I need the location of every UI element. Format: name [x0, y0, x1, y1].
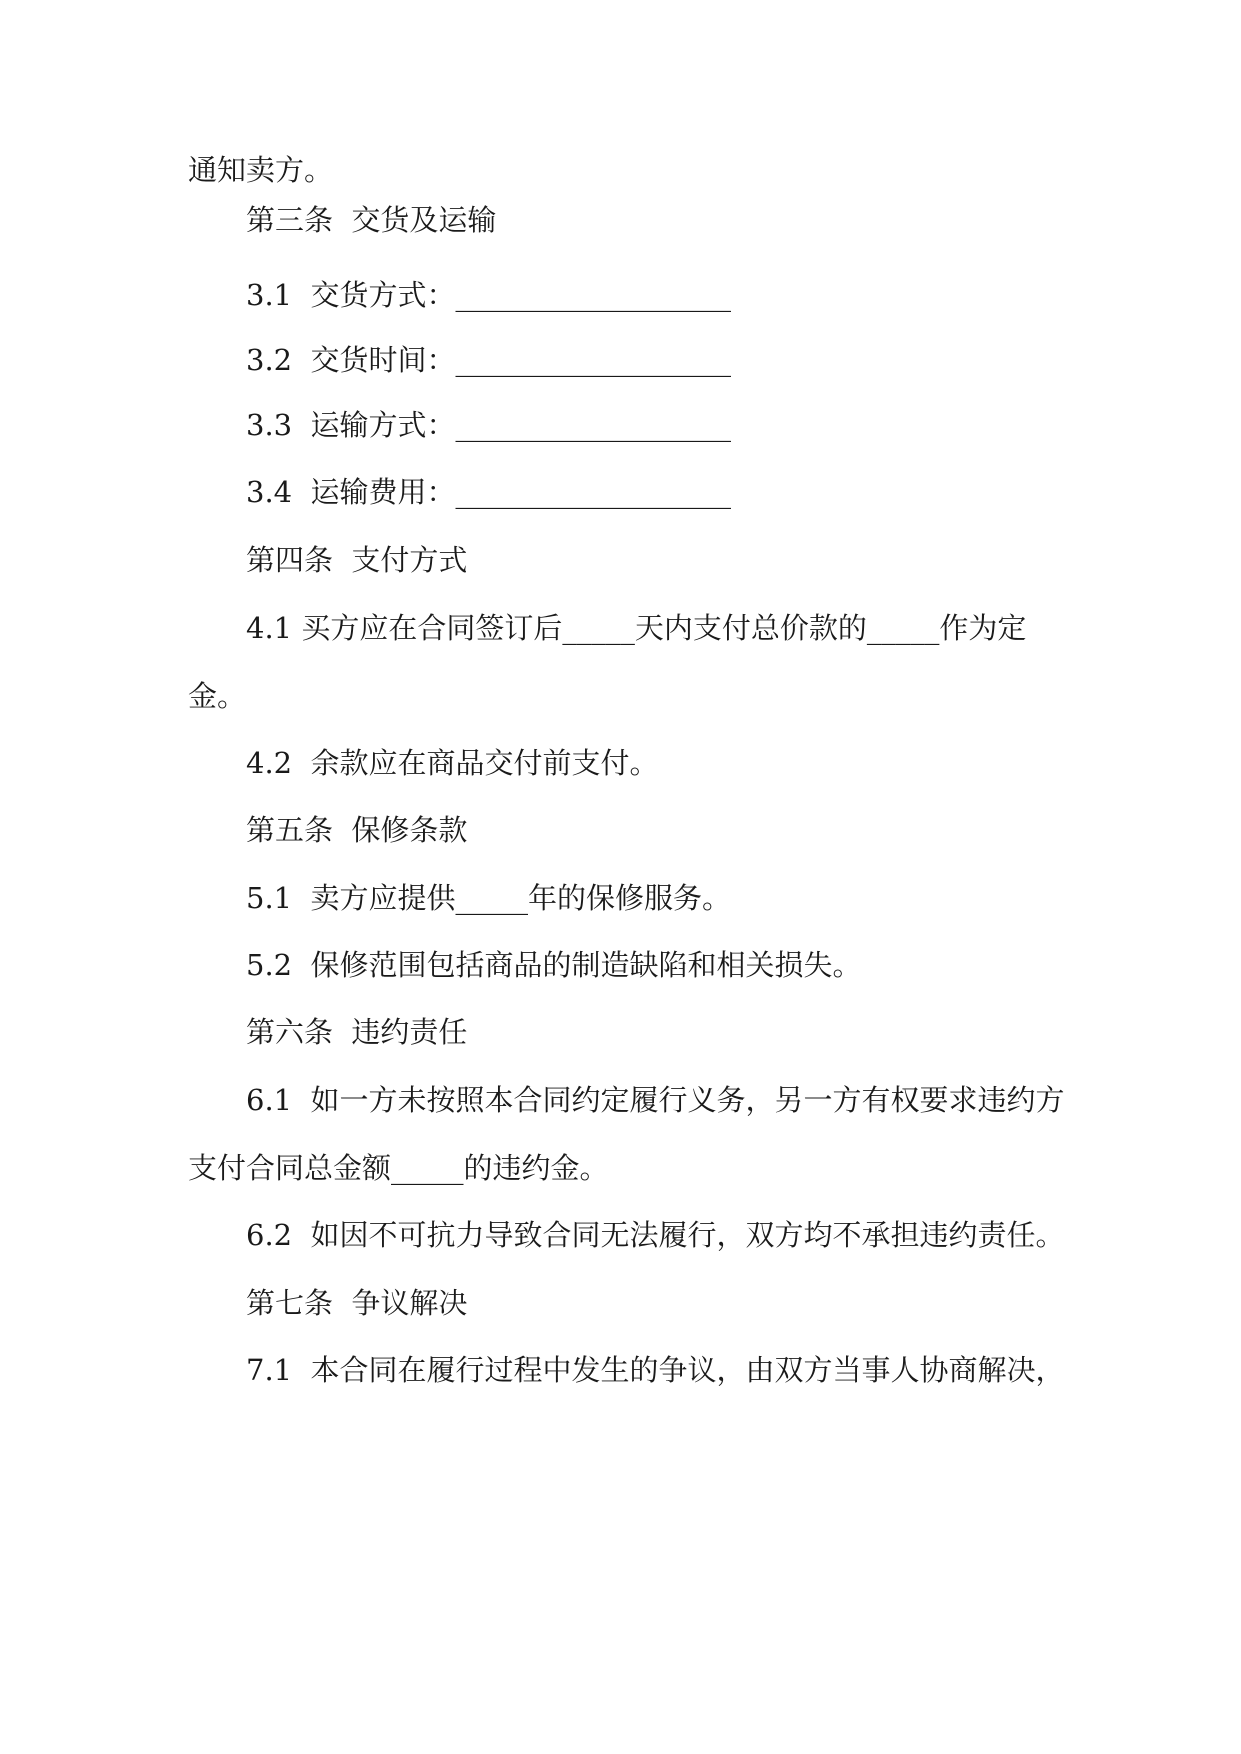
clause-3-3: 3.3 运输方式：___________________ [246, 408, 732, 442]
clause-3-4: 3.4 运输费用：___________________ [246, 475, 732, 509]
clause-6-1-continuation: 支付合同总金额_____的违约金。 [188, 1151, 609, 1185]
clause-7-1: 7.1 本合同在履行过程中发生的争议，由双方当事人协商解决， [246, 1353, 1065, 1387]
clause-3-2: 3.2 交货时间：___________________ [246, 343, 732, 377]
paragraph-continuation: 通知卖方。 [188, 153, 334, 187]
article-7-heading: 第七条 争议解决 [246, 1286, 468, 1320]
article-6-heading: 第六条 违约责任 [246, 1015, 468, 1049]
article-4-heading: 第四条 支付方式 [246, 543, 468, 577]
clause-3-1: 3.1 交货方式：___________________ [246, 278, 732, 312]
clause-5-2: 5.2 保修范围包括商品的制造缺陷和相关损失。 [246, 948, 862, 982]
clause-4-1: 4.1 买方应在合同签订后_____天内支付总价款的_____作为定 [246, 611, 1027, 645]
clause-4-1-continuation: 金。 [188, 679, 247, 713]
article-5-heading: 第五条 保修条款 [246, 813, 468, 847]
clause-5-1: 5.1 卖方应提供_____年的保修服务。 [246, 881, 732, 915]
clause-6-2: 6.2 如因不可抗力导致合同无法履行，双方均不承担违约责任。 [246, 1218, 1065, 1252]
clause-4-2: 4.2 余款应在商品交付前支付。 [246, 746, 659, 780]
clause-6-1: 6.1 如一方未按照本合同约定履行义务，另一方有权要求违约方 [246, 1083, 1065, 1117]
article-3-heading: 第三条 交货及运输 [246, 203, 497, 237]
